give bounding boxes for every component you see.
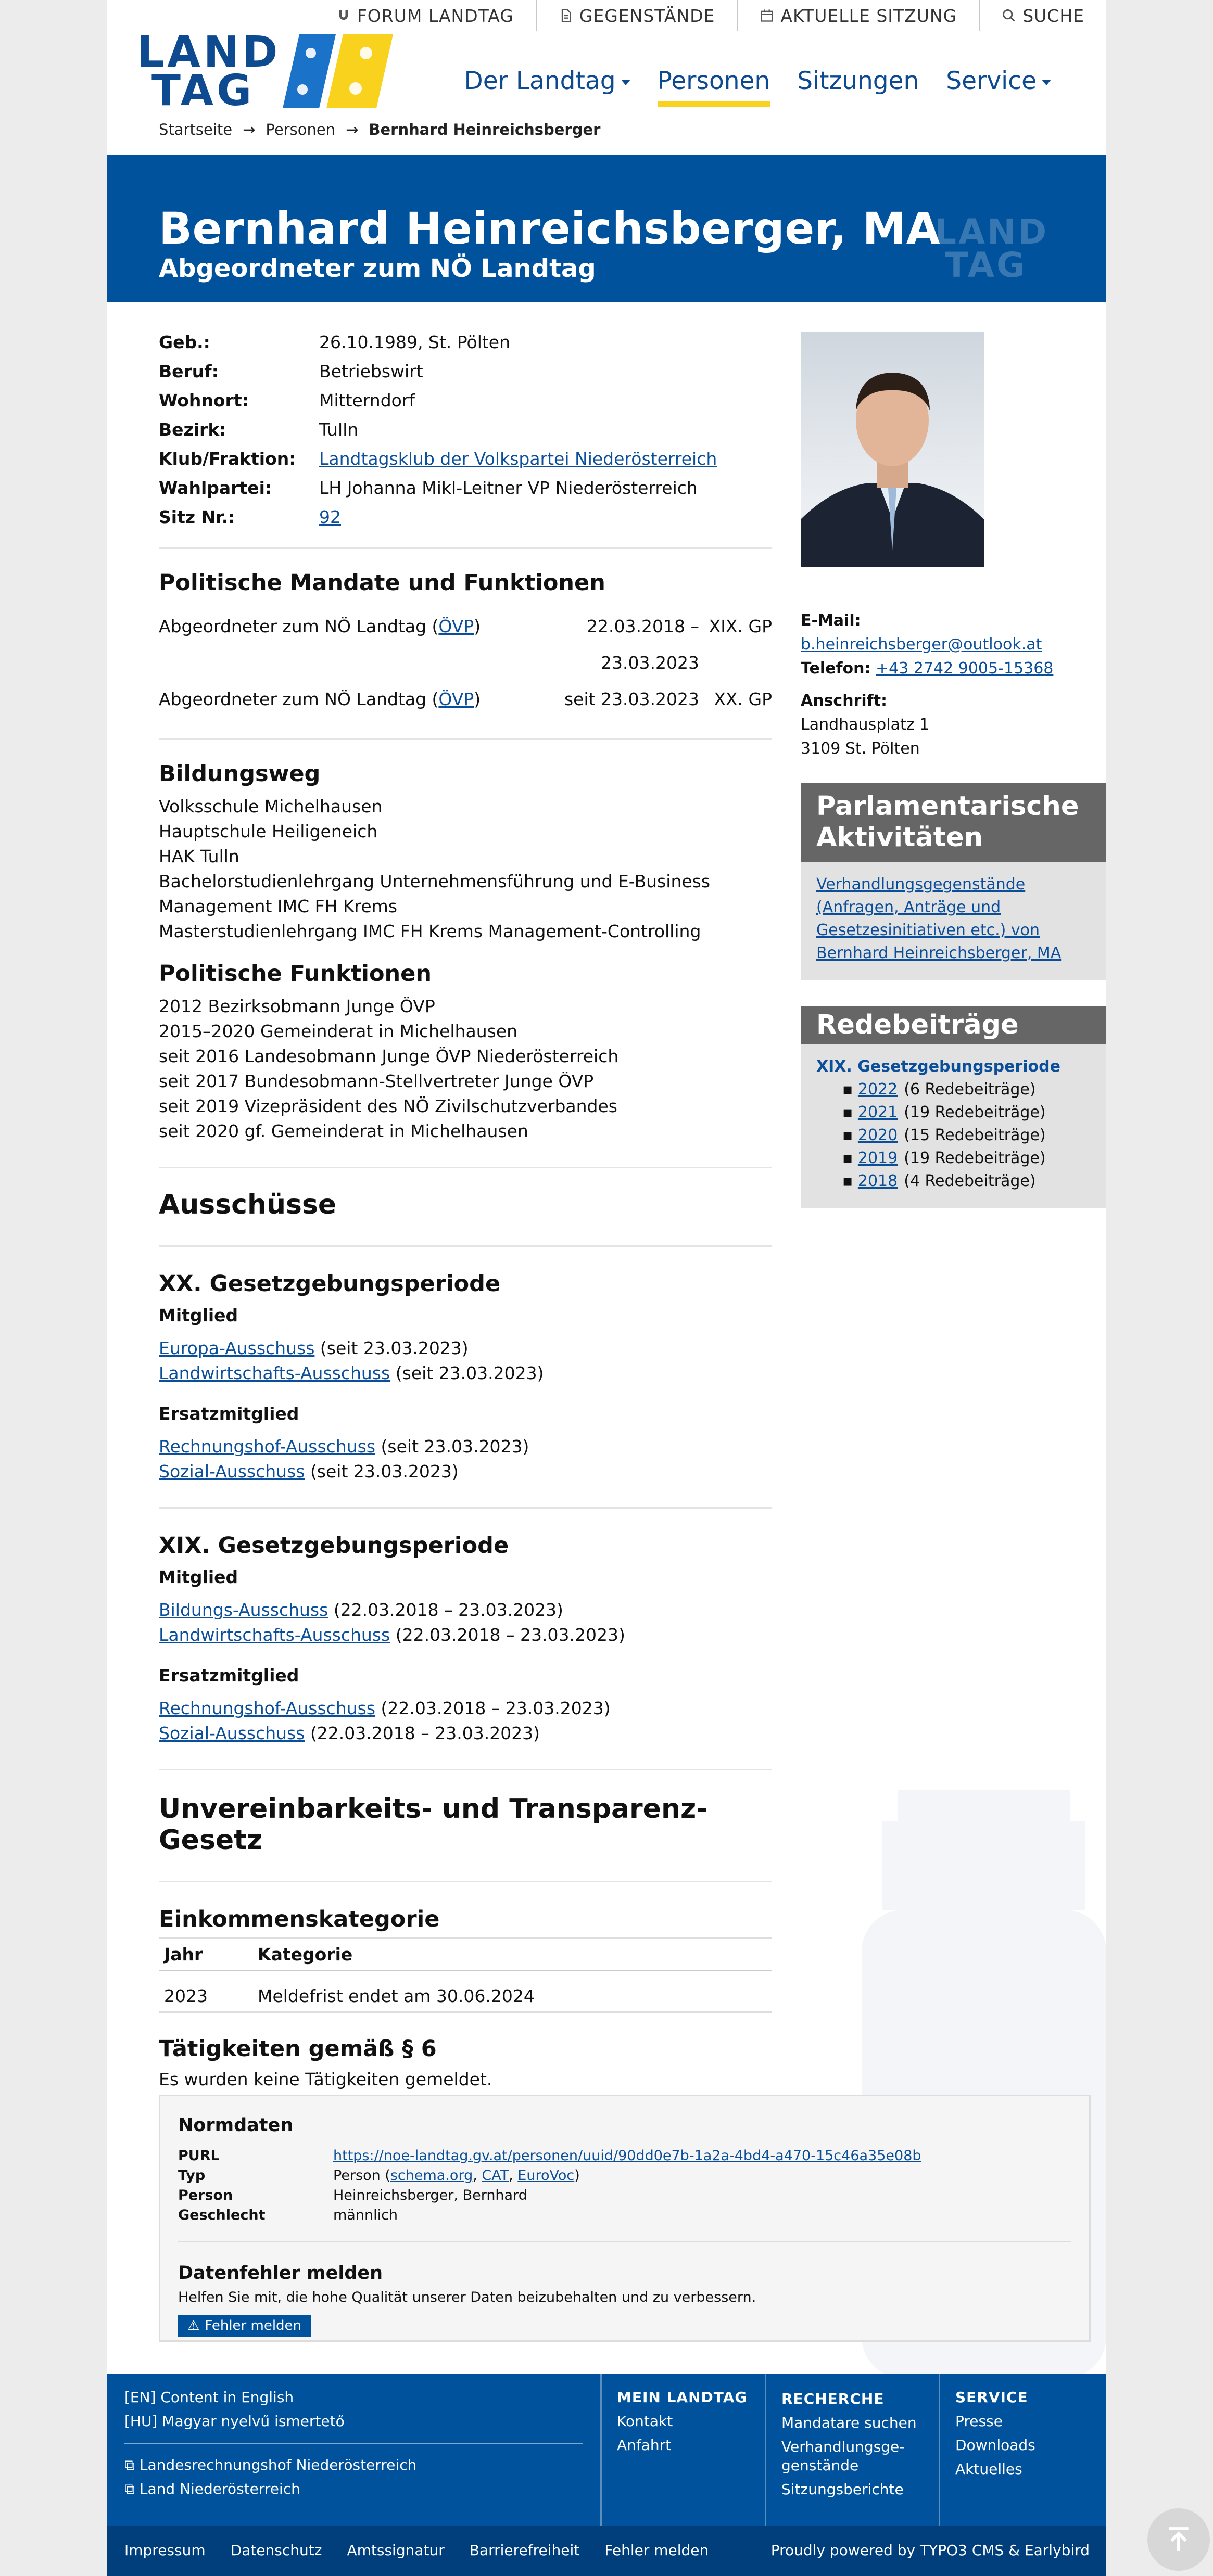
committee-row <box>159 1361 772 1386</box>
footer-ext-link[interactable] <box>124 2453 583 2477</box>
barrierefreiheit-link[interactable]: Barrierefreiheit <box>469 2542 580 2559</box>
speech-count: (4 Redebeiträge) <box>904 1172 1036 1190</box>
list-item: ▪ 2019 (19 Redebeiträge) <box>842 1149 1046 1167</box>
normdaten-row <box>178 2166 1071 2186</box>
divider <box>159 1507 772 1509</box>
activities-box-body <box>801 862 1106 980</box>
activities-heading: Tätigkeiten gemäß § 6 <box>159 2036 437 2062</box>
normdaten-heading: Normdaten <box>178 2115 294 2136</box>
divider <box>159 547 772 549</box>
footer-col-title: MEIN LANDTAG <box>617 2389 748 2406</box>
forum-landtag-label: FORUM LANDTAG <box>357 5 514 26</box>
functions-list <box>159 994 772 1144</box>
detail-label: Wahlpartei: <box>159 478 272 498</box>
email-label: E-Mail: <box>801 611 861 630</box>
portrait-photo <box>801 332 984 567</box>
speech-year-link[interactable]: 2022 <box>857 1080 898 1099</box>
logo-text-tag: TAG <box>151 66 255 110</box>
footer-lang-en[interactable]: [EN] Content in English <box>124 2389 294 2406</box>
page-subtitle: Abgeordneter zum NÖ Landtag <box>159 254 596 283</box>
report-error-button[interactable] <box>178 2315 311 2337</box>
utility-nav <box>314 0 1106 31</box>
speeches-box-title: Redebeiträge <box>801 1006 1106 1044</box>
detail-row <box>159 503 772 532</box>
powered-by: Proudly powered by TYPO3 CMS & Earlybird <box>770 2542 1090 2559</box>
member-label: Mitglied <box>159 1567 238 1587</box>
logo-text-land: LAND <box>137 32 281 77</box>
normdaten-box <box>159 2095 1091 2342</box>
speech-count: (19 Redebeiträge) <box>904 1103 1046 1121</box>
warning-icon: ⚠ <box>187 2318 200 2333</box>
cell-year: 2023 <box>159 1971 252 2012</box>
list-item: HAK Tulln <box>159 846 239 866</box>
column-header-category: Kategorie <box>252 1939 772 1971</box>
speech-year-link[interactable]: 2021 <box>857 1103 898 1121</box>
nav-service-label: Service <box>946 66 1037 95</box>
speeches-box <box>801 1006 1106 1208</box>
list-item: 2015–2020 Gemeinderat in Michelhausen <box>159 1021 518 1041</box>
table-header-row <box>159 1939 772 1971</box>
detail-label: Beruf: <box>159 361 219 381</box>
speech-year-link[interactable]: 2018 <box>857 1172 898 1190</box>
detail-label: Bezirk: <box>159 419 226 440</box>
person-silhouette <box>801 332 984 567</box>
committee-link[interactable]: Sozial-Ausschuss <box>159 1723 305 1743</box>
arrow-right-icon: → <box>243 121 256 138</box>
forum-landtag-link[interactable] <box>314 0 536 31</box>
list-item: 2012 Bezirksobmann Junge ÖVP <box>159 996 435 1016</box>
column-header-year: Jahr <box>159 1939 252 1971</box>
list-item: seit 2017 Bundesobmann-Stellvertreter Junge ÖVP <box>159 1071 594 1091</box>
period-heading: XX. Gesetzgebungsperiode <box>159 1271 501 1297</box>
typ-prefix: Person ( <box>333 2167 390 2184</box>
purl-link[interactable]: https://noe-landtag.gv.at/personen/uuid/90dd0e7b-1a2a-4bd4-a470-15c46a35e08b <box>333 2148 921 2164</box>
error-text: Helfen Sie mit, die hohe Qualität unserer Daten beizubehalten und zu verbessern. <box>178 2289 756 2305</box>
calendar-icon <box>760 8 774 23</box>
committee-date: (seit 23.03.2023) <box>320 1338 469 1358</box>
page-title: Bernhard Heinreichsberger, MA <box>159 203 941 254</box>
suche-link[interactable] <box>979 0 1106 31</box>
footer-link[interactable]: Presse <box>955 2413 1003 2430</box>
activities-box-title: Parlamentarische Aktivitäten <box>801 783 1106 862</box>
list-item: ▪ 2022 (6 Redebeiträge) <box>842 1080 1036 1099</box>
functions-heading: Politische Funktionen <box>159 961 432 987</box>
divider <box>159 1881 772 1882</box>
list-item: seit 2016 Landesobmann Junge ÖVP Niederösterreich <box>159 1046 619 1066</box>
banner-logo-watermark <box>934 213 1085 281</box>
speeches-period: XIX. Gesetzgebungsperiode <box>816 1057 1060 1076</box>
committee-link[interactable]: Bildungs-Ausschuss <box>159 1600 328 1620</box>
speeches-box-body <box>801 1044 1106 1208</box>
breadcrumb-startseite[interactable]: Startseite <box>159 121 233 138</box>
mandate-row <box>159 608 772 681</box>
footer-ext-link[interactable] <box>124 2477 583 2501</box>
committee-date: (seit 23.03.2023) <box>395 1363 544 1383</box>
committee-link[interactable]: Europa-Ausschuss <box>159 1338 315 1358</box>
fehler-melden-link[interactable]: Fehler melden <box>604 2542 709 2559</box>
sidebar <box>801 332 1106 1208</box>
committee-row <box>159 1721 772 1746</box>
committee-row <box>159 1598 772 1623</box>
member-label: Mitglied <box>159 1305 238 1325</box>
address-line: Landhausplatz 1 <box>801 716 930 734</box>
footer-link[interactable]: Sitzungsberichte <box>781 2481 904 2498</box>
committees-heading: Ausschüsse <box>159 1189 337 1220</box>
committee-link[interactable]: Landwirtschafts-Ausschuss <box>159 1625 390 1645</box>
education-list <box>159 794 772 944</box>
cell-category: Meldefrist endet am 30.06.2024 <box>252 1971 772 2012</box>
mandate-title: Abgeordneter zum NÖ Landtag (ÖVP) <box>159 616 481 636</box>
detail-label: Sitz Nr.: <box>159 507 235 527</box>
footer-ext-label: Land Niederösterreich <box>139 2480 300 2497</box>
gender-value: männlich <box>333 2207 398 2223</box>
activities-link[interactable]: Verhandlungsgegenstände (Anfragen, Anträge und Gesetzesinitiativen etc.) von Bernhard Heinreichsberger, MA <box>816 875 1062 962</box>
divider <box>600 2374 602 2526</box>
error-heading: Datenfehler melden <box>178 2263 383 2284</box>
divider <box>159 738 772 740</box>
table-row <box>159 1971 772 2012</box>
detail-value: Tulln <box>319 419 359 440</box>
footer-link[interactable]: Verhandlungsge- <box>781 2438 905 2455</box>
income-table <box>159 1937 772 2013</box>
landtag-logo[interactable] <box>137 32 393 110</box>
detail-label: Klub/Fraktion: <box>159 449 296 469</box>
detail-value: Betriebswirt <box>319 361 423 381</box>
list-item: Hauptschule Heiligeneich <box>159 821 378 841</box>
committee-date: (seit 23.03.2023) <box>381 1436 529 1457</box>
chevron-down-icon <box>1042 80 1051 85</box>
mandate-title-text: Abgeordneter zum NÖ Landtag ( <box>159 689 439 709</box>
detail-value: 26.10.1989, St. Pölten <box>319 332 511 352</box>
divider <box>159 1167 772 1168</box>
document-icon <box>559 8 573 23</box>
detail-row <box>159 328 772 357</box>
gender-label: Geschlecht <box>178 2207 266 2223</box>
footer-link[interactable]: genstände <box>781 2457 859 2474</box>
speech-count: (19 Redebeiträge) <box>904 1149 1046 1167</box>
party-link[interactable]: ÖVP <box>438 689 474 709</box>
gegenstaende-label: GEGENSTÄNDE <box>579 5 715 26</box>
phone-label: Telefon: <box>801 659 871 678</box>
main-nav <box>451 62 1065 99</box>
search-icon <box>1002 8 1016 23</box>
speech-year-link[interactable]: 2019 <box>857 1149 898 1167</box>
mandate-dates: seit 23.03.2023 <box>564 689 699 709</box>
amtssignatur-link[interactable]: Amtssignatur <box>347 2542 445 2559</box>
typ-label: Typ <box>178 2167 206 2184</box>
phone-row <box>801 657 1106 681</box>
nav-der-landtag-label: Der Landtag <box>464 66 616 95</box>
mandate-period: XX. GP <box>714 689 772 709</box>
footer-link[interactable]: Aktuelles <box>955 2460 1022 2478</box>
eurovoc-link[interactable]: EuroVoc <box>517 2167 575 2184</box>
normdaten-row <box>178 2186 1071 2205</box>
report-error-label: Fehler melden <box>205 2318 302 2333</box>
footer-col-recherche <box>781 2374 932 2526</box>
detail-row <box>159 474 772 503</box>
external-link-icon: ⧉ <box>124 2456 135 2473</box>
scroll-to-top-button[interactable] <box>1147 2508 1210 2571</box>
gegenstaende-link[interactable] <box>536 0 737 31</box>
list-item: seit 2020 gf. Gemeinderat in Michelhausen <box>159 1121 528 1141</box>
activities-text: Es wurden keine Tätigkeiten gemeldet. <box>159 2069 492 2089</box>
footer-links-col <box>124 2374 583 2526</box>
footer-lang-hu[interactable]: [HU] Magyar nyelvű ismertető <box>124 2413 345 2430</box>
person-label: Person <box>178 2187 233 2203</box>
committee-date: (22.03.2018 – 23.03.2023) <box>395 1625 625 1645</box>
committee-row <box>159 1696 772 1721</box>
activities-box <box>801 783 1106 980</box>
nav-sitzungen[interactable] <box>784 62 932 99</box>
external-link-icon: ⧉ <box>124 2480 135 2497</box>
magnet-icon <box>336 8 351 23</box>
divider <box>765 2374 766 2526</box>
footer-link[interactable]: Kontakt <box>617 2413 673 2430</box>
list-item: ▪ 2018 (4 Redebeiträge) <box>842 1172 1036 1190</box>
committee-row <box>159 1434 772 1459</box>
nav-service[interactable] <box>932 62 1065 99</box>
committee-date: (22.03.2018 – 23.03.2023) <box>333 1600 563 1620</box>
seat-link[interactable]: 92 <box>319 507 341 527</box>
address-line: 3109 St. Pölten <box>801 739 920 758</box>
address-label <box>801 689 1106 713</box>
banner-logo-tag: TAG <box>945 245 1027 281</box>
committee-date: (seit 23.03.2023) <box>310 1461 459 1482</box>
footer-ext-label: Landesrechnungshof Niederösterreich <box>139 2456 417 2473</box>
typ-value: Person (schema.org, CAT, EuroVoc) <box>333 2167 580 2184</box>
mandate-title-text: Abgeordneter zum NÖ Landtag ( <box>159 616 439 636</box>
divider <box>159 1769 772 1770</box>
nav-sitzungen-label: Sitzungen <box>797 66 919 95</box>
impressum-link[interactable]: Impressum <box>124 2542 206 2559</box>
detail-label: Wohnort: <box>159 390 249 411</box>
divider <box>159 1245 772 1247</box>
detail-row <box>159 444 772 474</box>
nav-der-landtag[interactable] <box>451 62 644 99</box>
arrow-right-icon: → <box>346 121 359 138</box>
committee-date: (22.03.2018 – 23.03.2023) <box>310 1723 540 1743</box>
footer-link[interactable]: Mandatare suchen <box>781 2414 917 2431</box>
detail-row <box>159 386 772 415</box>
main-content <box>159 328 772 2092</box>
committee-row <box>159 1623 772 1648</box>
footer-bottom-bar <box>107 2526 1106 2576</box>
footer-link[interactable]: Anfahrt <box>617 2437 672 2454</box>
page-banner <box>107 155 1106 302</box>
person-details <box>159 328 772 532</box>
list-item: ▪ 2021 (19 Redebeiträge) <box>842 1103 1046 1121</box>
breadcrumb-personen[interactable]: Personen <box>266 121 336 138</box>
arrow-up-icon <box>1164 2525 1193 2554</box>
divider <box>178 2241 1071 2242</box>
substitute-label: Ersatzmitglied <box>159 1665 299 1686</box>
committee-date: (22.03.2018 – 23.03.2023) <box>381 1698 611 1718</box>
committee-link[interactable]: Rechnungshof-Ausschuss <box>159 1698 376 1718</box>
detail-row <box>159 415 772 444</box>
email-row <box>801 609 1106 657</box>
nav-personen[interactable] <box>644 62 784 99</box>
list-item: Management IMC FH Krems <box>159 896 398 916</box>
party-link[interactable]: ÖVP <box>438 616 474 636</box>
mandate-period: XIX. GP <box>709 616 772 636</box>
aktuelle-sitzung-label: AKTUELLE SITZUNG <box>780 5 957 26</box>
committee-row <box>159 1336 772 1361</box>
page <box>107 0 1106 2576</box>
datenschutz-link[interactable]: Datenschutz <box>230 2542 322 2559</box>
list-item: Bachelorstudienlehrgang Unternehmensführung und E-Business <box>159 871 711 891</box>
substitute-label: Ersatzmitglied <box>159 1404 299 1424</box>
breadcrumb-current: Bernhard Heinreichsberger <box>369 121 601 138</box>
footer-col-mein-landtag <box>617 2374 773 2526</box>
email-link[interactable]: b.heinreichsberger@outlook.at <box>801 635 1042 654</box>
period-heading: XIX. Gesetzgebungsperiode <box>159 1533 509 1559</box>
education-heading: Bildungsweg <box>159 761 321 787</box>
divider <box>124 2443 583 2444</box>
nav-personen-label: Personen <box>657 66 770 95</box>
detail-row <box>159 357 772 386</box>
mandate-row <box>159 681 772 718</box>
mandate-dates: 22.03.2018 – 23.03.2023 <box>587 616 699 673</box>
schema-org-link[interactable]: schema.org <box>390 2167 473 2184</box>
detail-value: Mitterndorf <box>319 390 415 411</box>
klub-link[interactable]: Landtagsklub der Volkspartei Niederösterreich <box>319 449 717 469</box>
aktuelle-sitzung-link[interactable] <box>737 0 979 31</box>
footer-col-service <box>955 2374 1101 2526</box>
speech-year-link[interactable]: 2020 <box>857 1126 898 1144</box>
committee-link[interactable]: Landwirtschafts-Ausschuss <box>159 1363 390 1383</box>
person-value: Heinreichsberger, Bernhard <box>333 2187 527 2203</box>
transparency-heading: Unvereinbarkeits- und Transparenz-Gesetz <box>159 1793 707 1856</box>
purl-label: PURL <box>178 2148 220 2164</box>
normdaten-row <box>178 2146 1071 2166</box>
list-item: Masterstudienlehrgang IMC FH Krems Management-Controlling <box>159 921 701 941</box>
phone-link[interactable]: +43 2742 9005-15368 <box>876 659 1054 678</box>
speech-count: (6 Redebeiträge) <box>904 1080 1036 1099</box>
list-item: Volksschule Michelhausen <box>159 796 383 817</box>
footer-legal-links <box>124 2542 709 2559</box>
footer <box>107 2374 1106 2526</box>
suche-label: SUCHE <box>1022 5 1084 26</box>
footer-col-title: SERVICE <box>955 2389 1028 2406</box>
footer-link[interactable]: Downloads <box>955 2437 1035 2454</box>
committee-row <box>159 1459 772 1484</box>
income-heading: Einkommenskategorie <box>159 1906 440 1932</box>
detail-value: LH Johanna Mikl-Leitner VP Niederösterreich <box>319 478 698 498</box>
normdaten-row <box>178 2205 1071 2225</box>
mandates-heading: Politische Mandate und Funktionen <box>159 570 605 596</box>
detail-label: Geb.: <box>159 332 210 352</box>
contact-info <box>801 609 1106 761</box>
speech-count: (15 Redebeiträge) <box>904 1126 1046 1144</box>
address-label-text: Anschrift: <box>801 692 888 710</box>
divider <box>939 2374 940 2526</box>
mandate-title: Abgeordneter zum NÖ Landtag (ÖVP) <box>159 689 481 709</box>
breadcrumb <box>159 121 600 138</box>
chevron-down-icon <box>621 80 630 85</box>
committee-link[interactable]: Sozial-Ausschuss <box>159 1461 305 1482</box>
banner-logo-land: LAND <box>934 213 1049 252</box>
committee-link[interactable]: Rechnungshof-Ausschuss <box>159 1436 376 1457</box>
list-item: ▪ 2020 (15 Redebeiträge) <box>842 1126 1046 1144</box>
list-item: seit 2019 Vizepräsident des NÖ Zivilschutzverbandes <box>159 1096 617 1116</box>
cat-link[interactable]: CAT <box>482 2167 509 2184</box>
footer-col-title: RECHERCHE <box>781 2390 885 2407</box>
